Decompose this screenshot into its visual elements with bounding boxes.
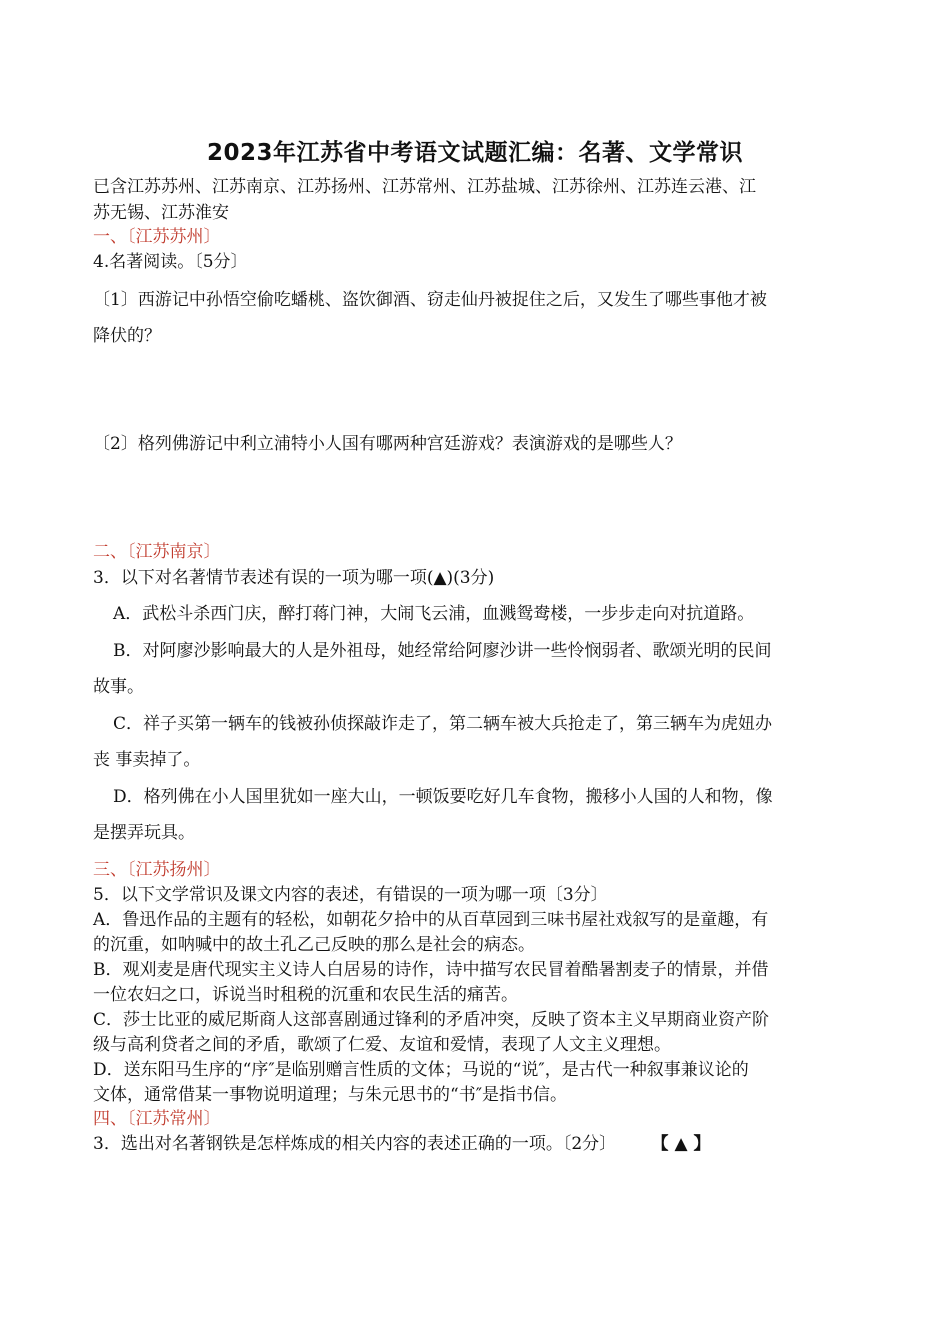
option-b-line-1: B．对阿廖沙影响最大的人是外祖母，她经常给阿廖沙讲一些怜悯弱者、歌颂光明的民间 [113,641,772,661]
question-header: 3．以下对名著情节表述有误的一项为哪一项(▲)(3分) [93,568,495,588]
scope-line-2: 苏无锡、江苏淮安 [93,203,229,223]
option-d-line-1: D．送东阳马生序的“序″是临别赠言性质的文体；马说的“说″，是古代一种叙事兼议论的 [93,1060,749,1080]
question-header: 5．以下文学常识及课文内容的表述，有错误的一项为哪一项〔3分〕 [93,885,608,905]
option-c-line-1: C．莎士比亚的威尼斯商人这部喜剧通过锋利的矛盾冲突，反映了资本主义早期商业资产阶 [93,1010,770,1030]
option-a-line-2: 的沉重，如呐喊中的故土孔乙己反映的那么是社会的病态。 [93,935,535,955]
section-heading-suzhou: 一、〔江苏苏州〕 [93,227,221,247]
option-b-line-2: 故事。 [93,677,144,697]
option-d-line-2: 文体，通常借某一事物说明道理；与朱元思书的“书″是指书信。 [93,1085,568,1105]
answer-bracket: 【 ▲ 】 [651,1134,711,1154]
option-d-line-2: 是摆弄玩具。 [93,823,195,843]
question-line: 降伏的？ [93,326,161,346]
question-header: 3．选出对名著钢铁是怎样炼成的相关内容的表述正确的一项。〔2分〕 [93,1134,617,1154]
question-header-row [93,1131,863,1157]
section-heading-yangzhou: 三、〔江苏扬州〕 [93,860,221,880]
section-heading-changzhou: 四、〔江苏常州〕 [93,1109,221,1129]
option-a: A．武松斗杀西门庆，醉打蒋门神，大闹飞云浦，血溅鸳鸯楼，一步步走向对抗道路。 [113,604,755,624]
scope-line-1: 已含江苏苏州、江苏南京、江苏扬州、江苏常州、江苏盐城、江苏徐州、江苏连云港、江 [93,177,756,197]
option-c-line-2: 丧 事卖掉了。 [93,750,201,770]
document-title: 2023年江苏省中考语文试题汇编：名著、文学常识 [206,140,743,166]
option-b-line-2: 一位农妇之口，诉说当时租税的沉重和农民生活的痛苦。 [93,985,518,1005]
question-line: 〔1〕西游记中孙悟空偷吃蟠桃、盗饮御酒、窃走仙丹被捉住之后，又发生了哪些事他才被 [93,290,767,310]
option-c-line-2: 级与高利贷者之间的矛盾，歌颂了仁爱、友谊和爱情，表现了人文主义理想。 [93,1035,671,1055]
question-line: 〔2〕格列佛游记中利立浦特小人国有哪两种宫廷游戏？表演游戏的是哪些人？ [93,434,682,454]
question-header: 4.名著阅读。〔5分〕 [93,252,248,272]
option-c-line-1: C．祥子买第一辆车的钱被孙侦探敲诈走了，第二辆车被大兵抢走了，第三辆车为虎妞办 [113,714,773,734]
section-heading-nanjing: 二、〔江苏南京〕 [93,542,221,562]
option-a-line-1: A．鲁迅作品的主题有的轻松，如朝花夕拾中的从百草园到三味书屋社戏叙写的是童趣，有 [93,910,769,930]
option-b-line-1: B．观刈麦是唐代现实主义诗人白居易的诗作，诗中描写农民冒着酷暑割麦子的情景，并借 [93,960,769,980]
option-d-line-1: D．格列佛在小人国里犹如一座大山，一顿饭要吃好几车食物，搬移小人国的人和物，像 [113,787,773,807]
